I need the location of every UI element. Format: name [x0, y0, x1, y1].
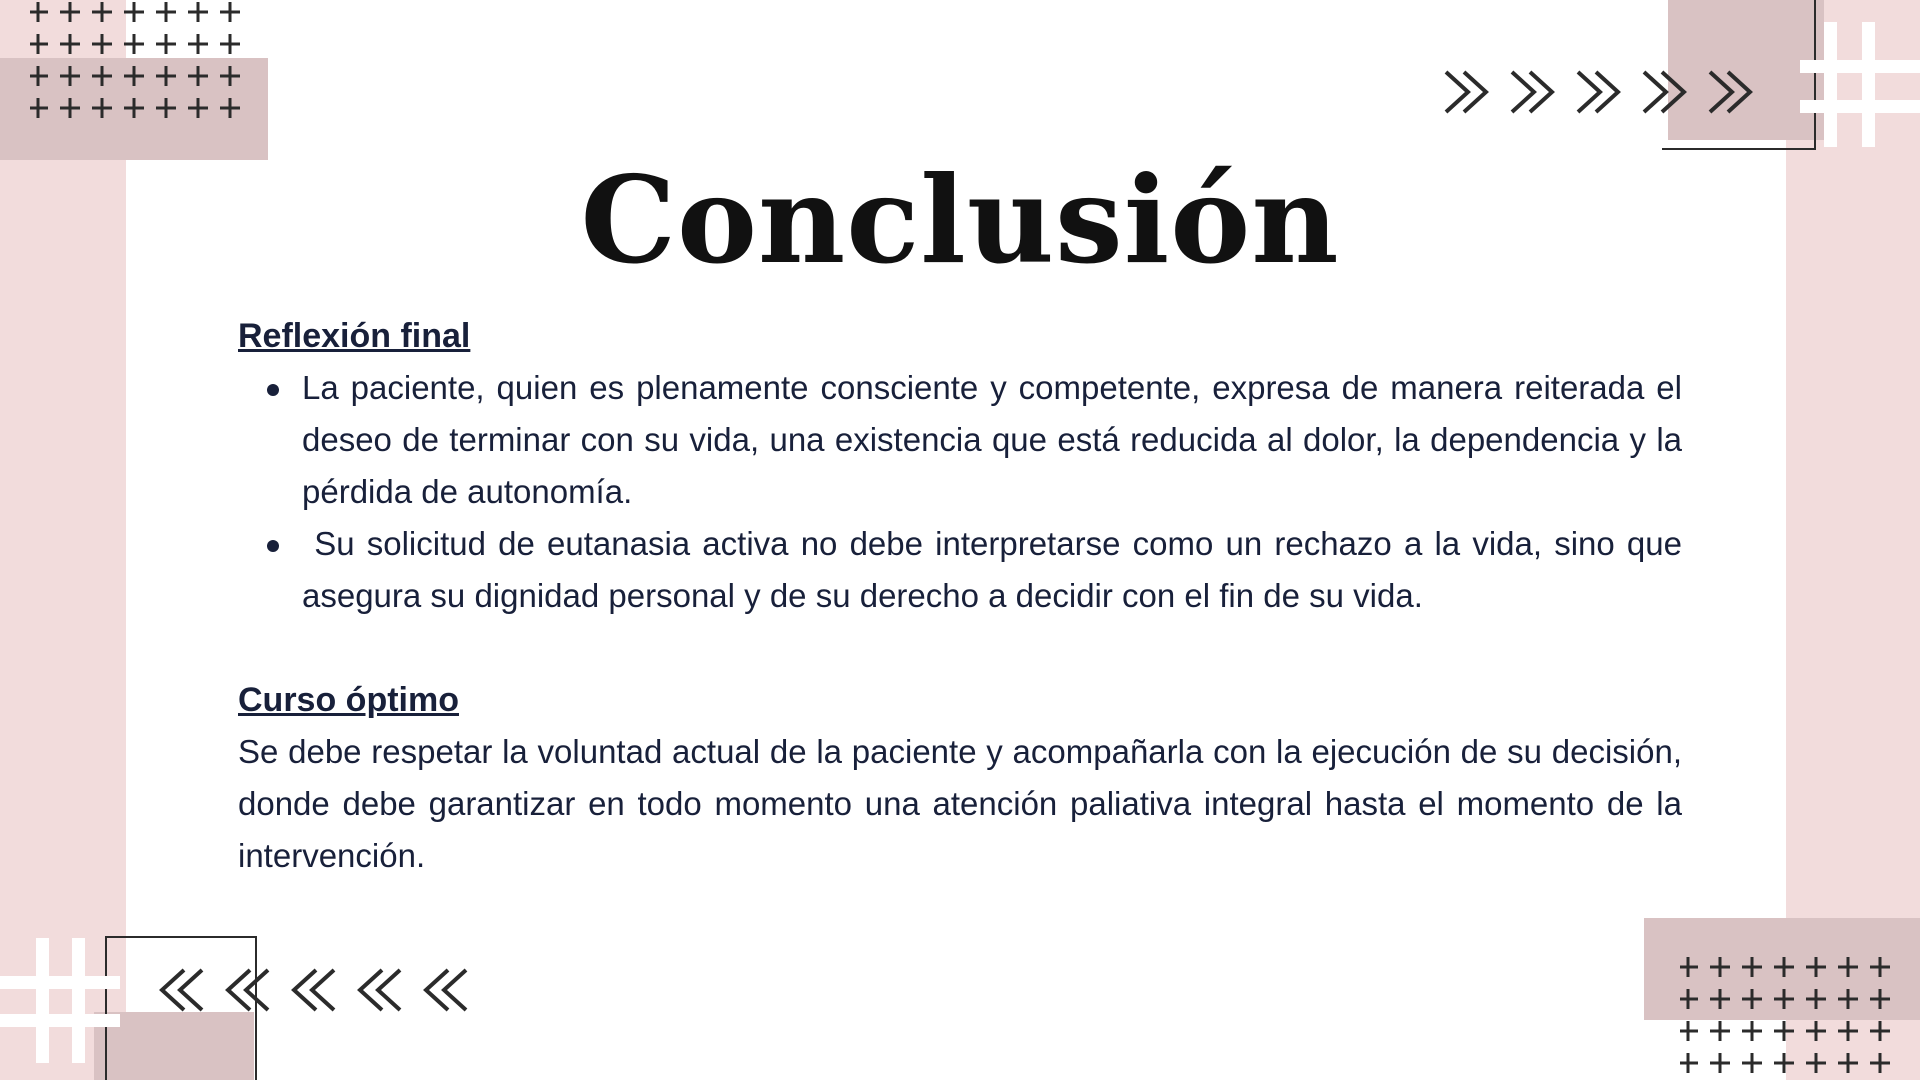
chevron-left-pattern-icon: [156, 966, 486, 1018]
bullet-dot-icon: [267, 540, 279, 552]
bullet-text: Su solicitud de eutanasia activa no debe interpretarse como un rechazo a la vida, sino que asegura su dignidad personal y de su derecho a decidir con el fin de su vida.: [302, 525, 1692, 614]
bullet-item: [238, 518, 1692, 622]
bullet-list: [238, 362, 1692, 622]
bottom-left-hash-icon: [0, 938, 120, 1063]
bullet-text: La paciente, quien es plenamente consciente y competente, expresa de manera reiterada el deseo de terminar con su vida, una existencia que está reducida al dolor, la dependencia y la pérdida de autonomía.: [302, 369, 1682, 510]
bullet-item: [238, 362, 1682, 518]
slide-title: Conclusión: [580, 150, 1340, 291]
top-right-hash-icon: [1800, 22, 1920, 147]
slide-content: [238, 310, 1692, 882]
bottom-right-plus-pattern-icon: [1680, 955, 1890, 1080]
spacer: [238, 622, 1682, 674]
section-heading-curso: Curso óptimo: [238, 681, 459, 719]
section-paragraph: Se debe respetar la voluntad actual de la paciente y acompañarla con la ejecución de su decisión, donde debe garantizar en todo momento una atención paliativa integral hasta el momento de la intervención.: [238, 733, 1682, 874]
section-heading-reflexion: Reflexión final: [238, 317, 471, 355]
bullet-dot-icon: [267, 384, 279, 396]
chevron-right-pattern-icon: [1440, 68, 1770, 120]
top-left-plus-pattern-icon: [30, 0, 240, 125]
